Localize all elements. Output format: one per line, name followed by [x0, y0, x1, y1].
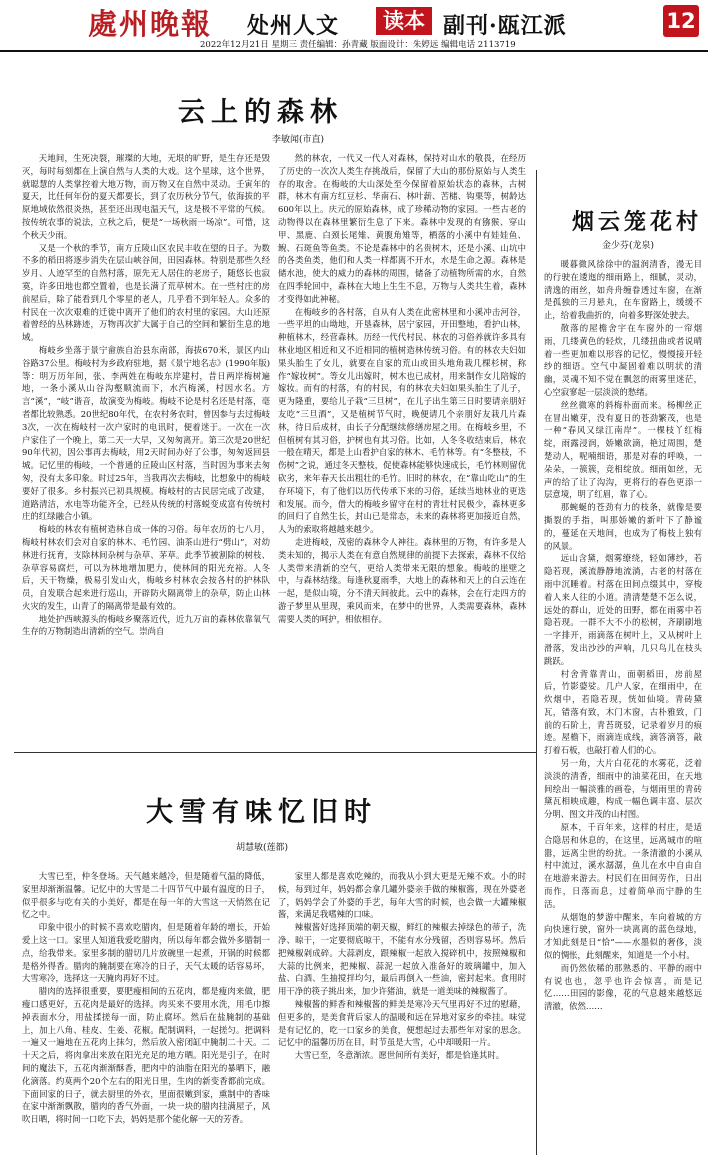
- paper-name: 處州晚報: [88, 7, 213, 41]
- paragraph: 暖暮微风徐徐中的温润清香，漫无目的行驶在逶迤的细雨路上，细腻，灵动，清逸的雨丝，如舟舟缠眷透过车窗，在渐是孤独的三月悬丸，在车窗路上，缓缓不止，给着我曲折的，向着多野深处驶去。: [544, 259, 702, 321]
- paragraph: 另一角，大片白花花的水雾花，泛着淡淡的清香，细雨中的油菜花田，在天地间绘出一幅淡雅的画卷，与烟雨里的青砖黛瓦相映成趣，构成一幅色调丰富、层次分明、图文并茂的山村图。: [544, 758, 702, 820]
- article1-column-2: [278, 152, 526, 740]
- paragraph: 散落的屋檐舍宇在车窗外的一帘烟雨，几缕黄色的轻炊，几缕扭曲或者说晴着一些更加难以形容的记忆，慢慢接开轻纱的细语。空气中凝固着难以明状的清幽，灵魂不知不觉在飘忽的雨雾里迷茫，心空寂寥起一层淡淡的愁绪。: [544, 322, 702, 397]
- paragraph: 丝丝微寒的斜梅朴面而来。杨柳丝正在冒出嫩芽，没有夏日的苍劲繁茂，也是一种“春风又绿江南岸”。一棵枝丫红梅绽，雨露浸润，娇嫩欲滴，艳过周围，楚楚动人，呢喃细语，那是对春的呼唤，一朵朵，一簇簇，竞相绽放。细雨如丝，无声的给了让了沟沟，更将行的春色更添一层意境，明了红眉，靠了心。: [544, 399, 702, 500]
- article2-title: 大雪有味忆旧时: [146, 797, 377, 828]
- paragraph: 天地间，生死决裂，璀璨的大地，无垠的旷野，是生存还是毁灭，每时每刻都在上演自然与人类的大戏。这个星球，这个世界，就聪慧的人类掌控着大地万物，而万物又在自然中灵动。壬寅年的夏天，比任何年份的夏天都要长，到了农历秋分节气，依海拔的平原地域依然很炎热，甚至还出现电温天气，这是极不平常的气候。按传统农事的说法，立秋之后，便是“一场秋雨一场凉”。可惜，这个秋天少雨。: [22, 153, 270, 240]
- article1-author: 李敏闻(市直): [272, 135, 325, 145]
- article1-title: 云上的森林: [178, 97, 343, 128]
- paragraph: 印象中很小的时候不喜欢吃腊肉，但是随着年龄的增长，开始爱上这一口。家里人知道我爱吃腊肉，所以每年都会做外多腊制一点，给我带来。家里多制的腊切几片放碗里一起煮，开锅的时候都是格外得香。腊肉的腌制要在寒冷的日子，天气太暖的话容易坏，大雪寒冷，选择这一天腌肉再好不过。: [22, 922, 270, 984]
- paragraph: 腊肉的选择很重要，要肥瘦相间的五花肉，都是瘦肉来做，肥瘦口感更好，五花肉是最好的选择。肉买来不要用水洗，用毛巾擦掉表面水分，用盐揉搓每一面，防止腐坏。然后在盐腌制的基础上，加上八角、桂皮、生姜、花椒。配制调料，一起搓匀。把调料一遍又一遍地在五花肉上抹匀，然后放入密闭缸中腌制二十天。二十天之后，将肉拿出来放在阳光充足的地方晒。阳光是引子，在时间的魔法下，五花肉渐渐酥香，肥肉中的油脂在阳光的暴晒下，融化滴落。约莫两个20个左右的阳光日里，生肉的新变香都前完成。下面回家的日子，就去厨里的外衣，里面很嫩到家，熏制中的香味在家中渐渐飘散，腊肉的香气外面，一块一块的腊肉挂满屋子，风吹日晒，将时间一口吃下去，妈妈是那个能化解一天的芳香。: [22, 986, 270, 1125]
- paragraph: 原本，千百年来，这样的村庄，是适合隐居和休息的，在这里，远离城市的喧嚣，远离尘世的纷扰。一条清澈的小溪从村中流过，溪水潺潺，鱼儿在水中自由自在地游来游去。村民们在田间劳作，日出而作，日落而息，过着简单而宁静的生活。: [544, 822, 702, 909]
- paragraph: 而仍然依稀的那熟悉的、平静的雨中有说也也，忽乎也许会惊喜，而是记忆……田园的影像，花的气息越来越悠远清澈，依然……: [544, 962, 702, 1012]
- section-title: 处州人文: [247, 13, 340, 39]
- paragraph: 又是一个秋的季节，南方丘陵山区农民丰收在望的日子。为数不多的稻田将逐步消失在层山峡谷间，田园森林。特别是那些久经岁月、人迹罕至的自然村落，原先无人居住的老房子，随悠长也寂寞，许多田地也都空置着，也是长满了荒草树木。在一些村庄的房前屋后，除了能看到几个零星的老人，几乎看不到年轻人。众多的村民在一次次艰难的迁徙中离开了他们的农村里的家园。大山还原着曾经的丛林跡迹，万物再次扩大属于自己的空间和繁衍生息的地域。: [22, 242, 270, 343]
- section-badge: 读本: [376, 7, 432, 35]
- article2-column-1: [22, 870, 270, 1156]
- paragraph: 大雪已至，冬意渐浓。愿世间所有美好，都是恰逢其时。: [294, 1050, 505, 1061]
- article1-column-1: [22, 152, 270, 740]
- paragraph: 梅岐的林农有植树造林自成一体的习俗。每年农历的七八月，梅岐村林农们会对自家的林木、毛竹园、油茶山进行“劈山”，对幼林进行抚育，支除林间杂树与杂草、茅草。此季节被割除的树枝、杂草容易腐烂，可以为林地增加肥力，使林间的阳光充裕。人冬后，天干物燥，极易引发山火，梅岐乡村林农会按各村的护林队员，自发联合起来进行巡山，开辟防火隔离带上的杂草，防止山林火灾的发生，山青了的隔离带是最有效的。: [22, 524, 270, 611]
- issue-meta-line: 2022年12月21日 星期三 责任编辑：孙青藏 版面设计：朱婷远 编辑电话 2113719: [200, 40, 516, 50]
- paragraph: 梅岐乡坐落于景宁畲族自治县东南部，海拔670米，景区内山谷路37公里。梅岐村为乡政府驻地，据《景宁地名志》(1990年版)等：明万历年间，张、李两姓在梅岐东岸建村，昔日两岸梅树遍地，一条小溪从山谷沟壑顺流而下，水汽梅溪，村因水名。方言“溪”，“岐”谐音，故演变为梅岐。梅岐不论是村名还是村落，毫者都比较熟悉。20世纪80年代，在农村务农时，曾因参与去过梅岐3次，一次在梅岐村一次户家时的电讯时，便着迷于。一次在一次户家住了一个晚上，第二天一大早，又匆匆离开。第三次是20世纪90年代初，因公事再去梅岐，用2天时间办好了公事，匆匆返回县城。记忆里的梅岐，一个普通的丘陵山区村落，当时因为事来去匆匆，没有太多印象。时过25年，当我再次去梅岐，比想象中的梅岐要好了很多。乡村振兴已初具规模。梅岐村的古民居完成了改建，道路清洁，水电等功能齐全，已经从传统的村落蜕变成富有传统村庄的红绿融合小镇。: [22, 344, 270, 522]
- article2-author: 胡慧敏(莲都): [236, 843, 289, 853]
- article-divider: [14, 752, 536, 753]
- paragraph: 从烟饱的梦游中醒来，车向着城的方向快速行驶，窗外一块离离的蓝色绿地，才知此刻是日“恰”——水墨似的奢侈，淡似的惆怅，此刻醒来，知道是一个小村。: [544, 911, 702, 961]
- paragraph: 那蜿蜒的苍劲有力的枝条，就像是要撕裂的手指，叫那娇嫩的新叶下了静谧的，蔓延在天地间，也成为了梅枝上独有的风景。: [544, 502, 702, 551]
- paragraph: 然的林农，一代又一代人对森林，保持对山水的敬畏，在经历了历史的一次次人类生存挑战后，保留了大山的那份原始与人类生存的取舍。在梅岐的大山深处至今保留着原始状态的森林，古树群，林木有南方红豆杉、华南石、林叶薪、苦槠、钩栗等，树龄达600年以上。庆元的原始森林，成了珍稀动物的家园。一些古老的动物得以在森林里繁衍生息了下来。森林中发现的有猕猴、穿山甲、黑鹿、白颈长尾雉、黄腹角雉等，栖落的小溪中有娃娃鱼、鲵、石斑鱼等鱼类。不论是森林中的名贵树木，还是小溪、山坑中的各类鱼类，他们和人类一样都离不开水，水是生命之源。森林是储水池，使大的威力的森林的周围，储备了动植物所需的水，自然在四季轮回中，森林在大地上生生不息，万物与人类共生着，森林才变得如此神秘。: [278, 153, 526, 304]
- article3-column: [544, 258, 702, 1156]
- paragraph: 走进梅岐，茂密的森林令人神往。森林里的万物，有许多是人类未知的，揭示人类在有意自然规律的前提下去探索，森林不仅给人类带来清新的空气，更给人类带来无限的想象。梅岐的崖壁之中，与森林结缘。每逢秋夏雨季，大地上的森林和天上的白云连在一起，是似山境，分不清天间彼此。云中的森林，会在行走四方的游子梦里从里现，乘风而来，在梦中的世界，人类需要森林，森林需要人类的呵护，相依相存。: [278, 536, 526, 624]
- paragraph: 大雪已至，仲冬登场。天气越来越冷，但是随着气温的降低，家里却渐渐温馨。记忆中的大雪是二十四节气中最有温度的日子，似乎很多与吃有关的小美好，都是在每一年的大雪这一天悄然在记忆之中。: [22, 871, 270, 920]
- masthead: [0, 0, 708, 50]
- article3-title: 烟云笼花村: [572, 209, 703, 235]
- masthead-rule: [0, 50, 708, 52]
- page-number-badge: 12: [663, 5, 699, 37]
- section-subtitle: 副刊·瓯江派: [443, 13, 567, 39]
- paragraph: 辣椒酱好选择顶端的朝天椒，鲜红的辣椒去掉绿色的蒂子，洗净、晾干，一定要彻底晾干，不能有水分残留，否则容易坏。然后把辣椒剁成碎。大蒜剥皮，跟辣椒一起放入搅碎机中，按照辣椒和大蒜的比例来，把辣椒、蒜泥一起放入准备好的玻璃罐中，加入盐、白酒、生抽搅拌均匀，最后再倒入一些油，密封起来。食用时用干净的筷子挑出来，加少许猪油，就是一道美味的辣椒酱了。: [278, 922, 526, 997]
- article2-column-2: [278, 870, 526, 1156]
- column-divider: [536, 170, 537, 1155]
- paragraph: 辣椒酱的鲜香和辣椒酱的鲜美是寒冷天气里再好不过的慰藉，但更多的，是美食背后家人的温暖和远在异地对家乡的牵挂。味觉是有记忆的，吃一口家乡的美食，便想起过去那些年对家的思念。记忆中的温馨历历在目，时节虽是大雪，心中却暖阳一片。: [278, 998, 526, 1048]
- article3-author: 金少芬(龙泉): [602, 241, 655, 251]
- paragraph: 远山含黛，烟雾缭绕，轻如薄纱，若隐若现，溪流静静地流淌，古老的村落在雨中沉睡着。村落在田间点缀其中，穿梭着人来人往的小道。清清楚楚不怎么说，远处的群山，近处的田野，都在雨雾中若隐若现。一群不大不小的松树，齐刷刷地一字排开，雨滴落在树叶上，又从树叶上滑落，发出沙沙的声响，几只鸟儿在枝头跳跃。: [544, 553, 702, 666]
- paragraph: 村舍背靠青山，面朝稻田，房前屋后，竹影婆娑。几户人家，在细雨中，在炊烟中，若隐若现，恍如仙境。青砖黛瓦，错落有致，木门木窗，古朴雅致，门前的石阶上，青苔斑驳，记录着岁月的痕迹。屋檐下，雨滴连成线，滴答滴答，敲打着石板，也敲打着人们的心。: [544, 668, 702, 756]
- paragraph: 地处护西峡源头的梅岐乡聚落近代，近九万亩的森林依靠氧气生存的万物制造出清新的空气。崇尚自: [22, 613, 270, 637]
- paragraph: 家里人都是喜欢吃辣的，而我从小到大更是无辣不欢。小的时候，每到过年，妈妈都会拿几罐外婆亲手做的辣椒酱，现在外婆老了，妈妈学会了外婆的手艺，每年大雪的时候，也会做一大罐辣椒酱，来满足我嗜辣的口味。: [278, 871, 526, 920]
- paragraph: 在梅岐乡的各村落，自从有人类在此密林里和小溪冲击河谷，一些平坦的山坳地，开垦森林，居宁家园，开田整地，看护山林，种植林木，经营森林。历经一代代村民、林农的习俗养就许多具有林业地区相近和又不近相同的植树造林传统习俗。有的林农夫妇如果头胎生了女儿，就要在自家的荒山或田头地角栽几棵杉树，称作“嫁妆树”。等女儿出嫁时，树木也已成材，用来制作女儿陪嫁的嫁妆。而有的村落，有的村民，有的林农夫妇如果头胎生了儿子，更为隆重，要给儿子栽“三旦树”，在儿子出生第三日时要请亲朋好友吃“三旦酒”，又是植树节气时，晚便请几个亲朋好友栽几片森林，待日后成材，由长子分配继续修缮房屋之用。在梅岐乡里，不但植树有其习俗，护树也有其习俗。比如，人冬冬收结束后，林农一般在晴天，都是上山看护自家的林木、毛竹林等。有“冬整枝，不伤树”之说，通过冬天整枝，促使森林能够快速成长，毛竹林则留优砍劣，来年春天长出粗壮的毛竹。旧时的林农，在“靠山吃山”的生存环境下，有了他们以历代传承下来的习俗，延续当地林业的更迭和发展。而今，借大的梅岐乡留守在村的青壮村民极少，森林更多的回归了自然生长，封山已是常态，未来的森林将更加接近自然，人为的索取将越越来越少。: [278, 306, 526, 535]
